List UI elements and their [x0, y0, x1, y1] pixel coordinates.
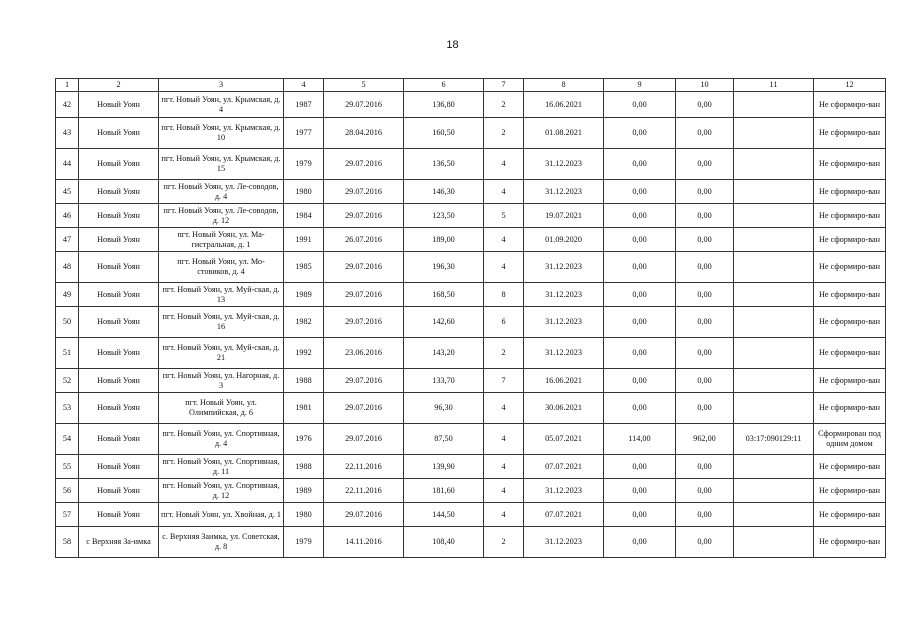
- cell-area: 133,70: [404, 369, 484, 393]
- column-header: 5: [324, 79, 404, 92]
- cell-number: 44: [56, 149, 79, 180]
- cell-address: пгт. Новый Уоян, ул. Хвойная, д. 1: [159, 503, 284, 527]
- cell-land-status: Сформирован под одним домом: [814, 424, 886, 455]
- cell-land-area: 0,00: [604, 455, 676, 479]
- cell-land-value: 0,00: [676, 149, 734, 180]
- cell-area: 189,00: [404, 228, 484, 252]
- table-row: [56, 149, 886, 180]
- cell-resettlement-date: 01.09.2020: [524, 228, 604, 252]
- cell-land-value: 0,00: [676, 228, 734, 252]
- cell-number: 47: [56, 228, 79, 252]
- cell-residents: 2: [484, 527, 524, 558]
- cell-year: 1980: [284, 503, 324, 527]
- cell-resettlement-date: 16.06.2021: [524, 92, 604, 118]
- column-header: 12: [814, 79, 886, 92]
- table-row: [56, 424, 886, 455]
- cell-number: 56: [56, 479, 79, 503]
- cell-settlement: Новый Уоян: [79, 338, 159, 369]
- cell-settlement: Новый Уоян: [79, 92, 159, 118]
- cell-number: 55: [56, 455, 79, 479]
- cell-land-status: Не сформиро-ван: [814, 307, 886, 338]
- table-row: [56, 527, 886, 558]
- cell-resettlement-date: 07.07.2021: [524, 503, 604, 527]
- cell-date: 28.04.2016: [324, 118, 404, 149]
- cell-land-status: Не сформиро-ван: [814, 149, 886, 180]
- cell-settlement: Новый Уоян: [79, 252, 159, 283]
- cell-resettlement-date: 05.07.2021: [524, 424, 604, 455]
- column-header: 8: [524, 79, 604, 92]
- cell-land-value: 0,00: [676, 503, 734, 527]
- cell-number: 43: [56, 118, 79, 149]
- cell-settlement: Новый Уоян: [79, 204, 159, 228]
- cell-cadastral-number: [734, 455, 814, 479]
- cell-land-area: 0,00: [604, 204, 676, 228]
- cell-year: 1988: [284, 369, 324, 393]
- cell-land-status: Не сформиро-ван: [814, 180, 886, 204]
- cell-area: 123,50: [404, 204, 484, 228]
- cell-date: 29.07.2016: [324, 204, 404, 228]
- cell-land-area: 0,00: [604, 283, 676, 307]
- cell-address: пгт. Новый Уоян, ул. Ле-соводов, д. 4: [159, 180, 284, 204]
- cell-land-area: 0,00: [604, 307, 676, 338]
- cell-land-value: 0,00: [676, 338, 734, 369]
- cell-settlement: с Верхняя За-имка: [79, 527, 159, 558]
- cell-land-value: 0,00: [676, 527, 734, 558]
- cell-residents: 7: [484, 369, 524, 393]
- cell-residents: 4: [484, 149, 524, 180]
- cell-residents: 2: [484, 92, 524, 118]
- cell-date: 14.11.2016: [324, 527, 404, 558]
- cell-residents: 8: [484, 283, 524, 307]
- cell-settlement: Новый Уоян: [79, 393, 159, 424]
- cell-number: 52: [56, 369, 79, 393]
- cell-year: 1991: [284, 228, 324, 252]
- column-header: 6: [404, 79, 484, 92]
- cell-area: 160,50: [404, 118, 484, 149]
- cell-settlement: Новый Уоян: [79, 307, 159, 338]
- cell-land-value: 0,00: [676, 204, 734, 228]
- cell-number: 53: [56, 393, 79, 424]
- cell-year: 1979: [284, 527, 324, 558]
- cell-address: пгт. Новый Уоян, ул. Олимпийская, д. 6: [159, 393, 284, 424]
- cell-resettlement-date: 31.12.2023: [524, 338, 604, 369]
- cell-number: 50: [56, 307, 79, 338]
- cell-land-area: 0,00: [604, 338, 676, 369]
- cell-land-value: 962,00: [676, 424, 734, 455]
- cell-land-value: 0,00: [676, 252, 734, 283]
- cell-resettlement-date: 01.08.2021: [524, 118, 604, 149]
- cell-area: 142,60: [404, 307, 484, 338]
- table-row: [56, 503, 886, 527]
- column-header: 4: [284, 79, 324, 92]
- cell-date: 29.07.2016: [324, 149, 404, 180]
- housing-registry-table: [55, 78, 886, 558]
- cell-land-status: Не сформиро-ван: [814, 204, 886, 228]
- cell-land-area: 0,00: [604, 149, 676, 180]
- column-header: 10: [676, 79, 734, 92]
- cell-area: 87,50: [404, 424, 484, 455]
- table-row: [56, 338, 886, 369]
- cell-year: 1985: [284, 252, 324, 283]
- cell-land-status: Не сформиро-ван: [814, 92, 886, 118]
- header-row: [56, 79, 886, 92]
- cell-cadastral-number: [734, 307, 814, 338]
- cell-residents: 5: [484, 204, 524, 228]
- cell-land-status: Не сформиро-ван: [814, 393, 886, 424]
- cell-date: 29.07.2016: [324, 307, 404, 338]
- cell-residents: 4: [484, 393, 524, 424]
- cell-date: 29.07.2016: [324, 252, 404, 283]
- cell-number: 46: [56, 204, 79, 228]
- column-header: 3: [159, 79, 284, 92]
- page-number: 18: [446, 39, 459, 51]
- cell-land-area: 0,00: [604, 252, 676, 283]
- cell-year: 1987: [284, 92, 324, 118]
- cell-land-value: 0,00: [676, 393, 734, 424]
- cell-number: 42: [56, 92, 79, 118]
- cell-date: 29.07.2016: [324, 369, 404, 393]
- cell-residents: 4: [484, 252, 524, 283]
- table-row: [56, 204, 886, 228]
- cell-cadastral-number: [734, 393, 814, 424]
- cell-number: 58: [56, 527, 79, 558]
- cell-area: 96,30: [404, 393, 484, 424]
- cell-area: 196,30: [404, 252, 484, 283]
- table-row: [56, 307, 886, 338]
- cell-number: 48: [56, 252, 79, 283]
- cell-cadastral-number: [734, 283, 814, 307]
- cell-land-status: Не сформиро-ван: [814, 252, 886, 283]
- cell-area: 108,40: [404, 527, 484, 558]
- cell-address: с. Верхняя Заимка, ул. Советская, д. 8: [159, 527, 284, 558]
- cell-land-area: 0,00: [604, 479, 676, 503]
- cell-area: 168,50: [404, 283, 484, 307]
- cell-number: 51: [56, 338, 79, 369]
- table-row: [56, 92, 886, 118]
- cell-land-area: 0,00: [604, 393, 676, 424]
- table-row: [56, 479, 886, 503]
- cell-resettlement-date: 30.06.2021: [524, 393, 604, 424]
- cell-resettlement-date: 31.12.2023: [524, 527, 604, 558]
- cell-resettlement-date: 31.12.2023: [524, 252, 604, 283]
- cell-year: 1984: [284, 204, 324, 228]
- cell-residents: 4: [484, 479, 524, 503]
- cell-resettlement-date: 31.12.2023: [524, 149, 604, 180]
- cell-area: 136,80: [404, 92, 484, 118]
- cell-address: пгт. Новый Уоян, ул. Муй-ская, д. 16: [159, 307, 284, 338]
- cell-date: 23.06.2016: [324, 338, 404, 369]
- cell-land-area: 0,00: [604, 228, 676, 252]
- cell-year: 1982: [284, 307, 324, 338]
- table-row: [56, 180, 886, 204]
- cell-address: пгт. Новый Уоян, ул. Спортивная, д. 12: [159, 479, 284, 503]
- cell-land-area: 0,00: [604, 527, 676, 558]
- cell-settlement: Новый Уоян: [79, 424, 159, 455]
- cell-address: пгт. Новый Уоян, ул. Ма-гистральная, д. 1: [159, 228, 284, 252]
- cell-address: пгт. Новый Уоян, ул. Муй-ская, д. 13: [159, 283, 284, 307]
- cell-resettlement-date: 31.12.2023: [524, 479, 604, 503]
- cell-date: 29.07.2016: [324, 180, 404, 204]
- cell-cadastral-number: [734, 527, 814, 558]
- cell-land-value: 0,00: [676, 369, 734, 393]
- cell-cadastral-number: [734, 503, 814, 527]
- cell-land-area: 0,00: [604, 503, 676, 527]
- cell-cadastral-number: [734, 228, 814, 252]
- column-header: 2: [79, 79, 159, 92]
- cell-date: 22.11.2016: [324, 479, 404, 503]
- cell-settlement: Новый Уоян: [79, 369, 159, 393]
- cell-settlement: Новый Уоян: [79, 455, 159, 479]
- cell-address: пгт. Новый Уоян, ул. Нагорная, д. 3: [159, 369, 284, 393]
- cell-residents: 6: [484, 307, 524, 338]
- cell-date: 29.07.2016: [324, 92, 404, 118]
- cell-address: пгт. Новый Уоян, ул. Мо-стовиков, д. 4: [159, 252, 284, 283]
- cell-settlement: Новый Уоян: [79, 180, 159, 204]
- cell-year: 1988: [284, 455, 324, 479]
- cell-land-status: Не сформиро-ван: [814, 455, 886, 479]
- cell-year: 1977: [284, 118, 324, 149]
- cell-date: 29.07.2016: [324, 424, 404, 455]
- cell-land-status: Не сформиро-ван: [814, 369, 886, 393]
- cell-date: 22.11.2016: [324, 455, 404, 479]
- cell-cadastral-number: [734, 479, 814, 503]
- cell-address: пгт. Новый Уоян, ул. Крымская, д. 10: [159, 118, 284, 149]
- cell-land-value: 0,00: [676, 479, 734, 503]
- table-row: [56, 393, 886, 424]
- table-row: [56, 369, 886, 393]
- cell-land-area: 0,00: [604, 180, 676, 204]
- cell-resettlement-date: 31.12.2023: [524, 283, 604, 307]
- cell-resettlement-date: 31.12.2023: [524, 180, 604, 204]
- cell-year: 1980: [284, 180, 324, 204]
- cell-year: 1989: [284, 283, 324, 307]
- table-row: [56, 228, 886, 252]
- cell-cadastral-number: [734, 204, 814, 228]
- cell-settlement: Новый Уоян: [79, 118, 159, 149]
- cell-land-area: 114,00: [604, 424, 676, 455]
- column-header: 7: [484, 79, 524, 92]
- cell-settlement: Новый Уоян: [79, 503, 159, 527]
- cell-land-value: 0,00: [676, 283, 734, 307]
- cell-land-value: 0,00: [676, 180, 734, 204]
- cell-residents: 4: [484, 180, 524, 204]
- cell-area: 181,60: [404, 479, 484, 503]
- cell-area: 139,90: [404, 455, 484, 479]
- cell-date: 29.07.2016: [324, 393, 404, 424]
- cell-land-status: Не сформиро-ван: [814, 503, 886, 527]
- cell-settlement: Новый Уоян: [79, 149, 159, 180]
- cell-date: 29.07.2016: [324, 283, 404, 307]
- cell-date: 26.07.2016: [324, 228, 404, 252]
- cell-land-value: 0,00: [676, 307, 734, 338]
- cell-address: пгт. Новый Уоян, ул. Ле-соводов, д. 12: [159, 204, 284, 228]
- cell-settlement: Новый Уоян: [79, 479, 159, 503]
- cell-residents: 2: [484, 338, 524, 369]
- cell-date: 29.07.2016: [324, 503, 404, 527]
- table-body: [56, 92, 886, 558]
- cell-settlement: Новый Уоян: [79, 283, 159, 307]
- cell-cadastral-number: [734, 252, 814, 283]
- cell-number: 54: [56, 424, 79, 455]
- cell-year: 1976: [284, 424, 324, 455]
- table-row: [56, 252, 886, 283]
- cell-land-status: Не сформиро-ван: [814, 228, 886, 252]
- cell-land-status: Не сформиро-ван: [814, 283, 886, 307]
- cell-cadastral-number: [734, 118, 814, 149]
- cell-land-status: Не сформиро-ван: [814, 338, 886, 369]
- cell-year: 1979: [284, 149, 324, 180]
- cell-year: 1989: [284, 479, 324, 503]
- column-header: 11: [734, 79, 814, 92]
- cell-cadastral-number: [734, 369, 814, 393]
- cell-land-status: Не сформиро-ван: [814, 118, 886, 149]
- column-header: 9: [604, 79, 676, 92]
- column-header: 1: [56, 79, 79, 92]
- cell-resettlement-date: 19.07.2021: [524, 204, 604, 228]
- cell-address: пгт. Новый Уоян, ул. Крымская, д. 15: [159, 149, 284, 180]
- cell-cadastral-number: [734, 338, 814, 369]
- cell-number: 49: [56, 283, 79, 307]
- cell-residents: 4: [484, 503, 524, 527]
- cell-residents: 4: [484, 228, 524, 252]
- cell-number: 45: [56, 180, 79, 204]
- cell-resettlement-date: 31.12.2023: [524, 307, 604, 338]
- cell-area: 144,50: [404, 503, 484, 527]
- cell-number: 57: [56, 503, 79, 527]
- cell-resettlement-date: 07.07.2021: [524, 455, 604, 479]
- cell-settlement: Новый Уоян: [79, 228, 159, 252]
- cell-address: пгт. Новый Уоян, ул. Крымская, д. 4: [159, 92, 284, 118]
- cell-address: пгт. Новый Уоян, ул. Спортивная, д. 11: [159, 455, 284, 479]
- cell-residents: 2: [484, 118, 524, 149]
- cell-cadastral-number: [734, 92, 814, 118]
- table-row: [56, 455, 886, 479]
- cell-address: пгт. Новый Уоян, ул. Спортивная, д. 4: [159, 424, 284, 455]
- cell-area: 136,50: [404, 149, 484, 180]
- cell-land-value: 0,00: [676, 92, 734, 118]
- cell-land-value: 0,00: [676, 455, 734, 479]
- cell-land-area: 0,00: [604, 369, 676, 393]
- cell-address: пгт. Новый Уоян, ул. Муй-ская, д. 21: [159, 338, 284, 369]
- cell-year: 1981: [284, 393, 324, 424]
- cell-year: 1992: [284, 338, 324, 369]
- table-row: [56, 118, 886, 149]
- cell-area: 143,20: [404, 338, 484, 369]
- cell-residents: 4: [484, 424, 524, 455]
- cell-area: 146,30: [404, 180, 484, 204]
- cell-cadastral-number: [734, 149, 814, 180]
- cell-land-area: 0,00: [604, 118, 676, 149]
- cell-land-value: 0,00: [676, 118, 734, 149]
- cell-cadastral-number: 03:17:090129:11: [734, 424, 814, 455]
- cell-land-area: 0,00: [604, 92, 676, 118]
- cell-resettlement-date: 16.06.2021: [524, 369, 604, 393]
- cell-cadastral-number: [734, 180, 814, 204]
- cell-land-status: Не сформиро-ван: [814, 527, 886, 558]
- cell-residents: 4: [484, 455, 524, 479]
- cell-land-status: Не сформиро-ван: [814, 479, 886, 503]
- table-row: [56, 283, 886, 307]
